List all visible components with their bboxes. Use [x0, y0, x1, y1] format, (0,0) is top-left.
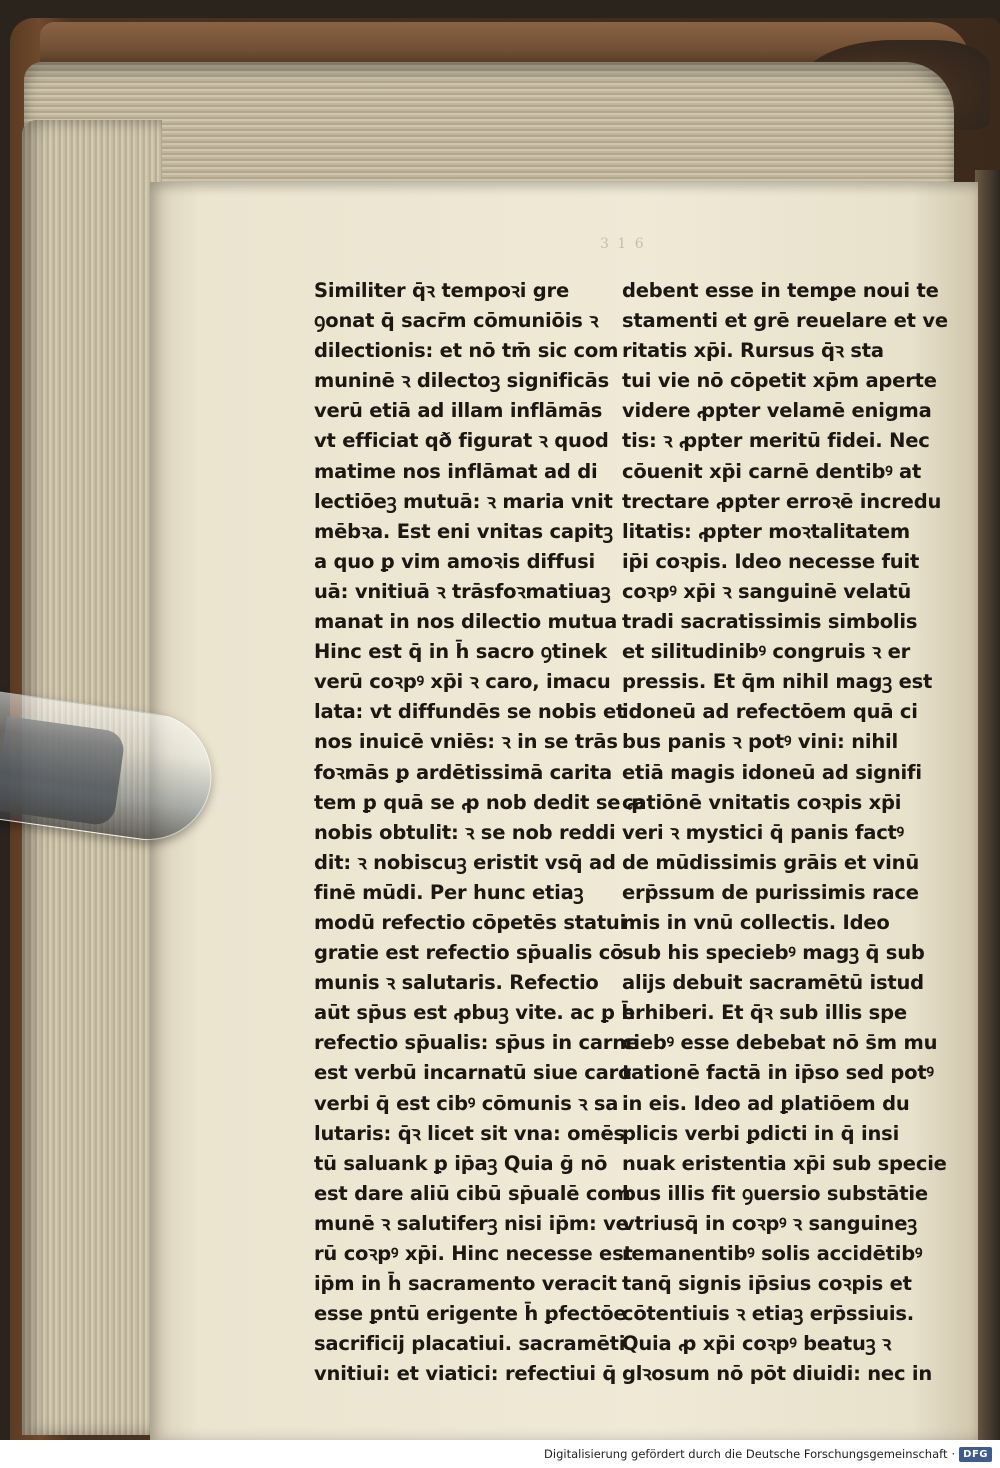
text-line: ritatis xp̄i. Rursus q̄ꝛ sta — [622, 339, 884, 363]
text-line: mēbꝛa. Est eni vnitas capitꝫ — [314, 519, 613, 543]
text-line: sacrificij placatiui. sacramēti — [314, 1332, 626, 1356]
text-line: tradi sacratissimis simbolis — [622, 610, 918, 634]
text-line: catiōnē vnitatis coꝛpis xp̄i — [622, 790, 902, 814]
text-line: erhiberi. Et q̄ꝛ sub illis spe — [622, 1001, 907, 1025]
footer-credit-text: Digitalisierung gefördert durch die Deutsche Forschungsgemeinschaft — [544, 1447, 948, 1461]
text-line: dit: ꝛ nobiscuꝫ eristit vsq̄ ad — [314, 850, 616, 874]
text-line: glꝛosum nō pōt diuidi: nec in — [622, 1362, 933, 1386]
text-column-left — [314, 276, 645, 1389]
text-line: tationē factā in ip̄so sed potꝰ — [622, 1061, 934, 1085]
text-line: cōtentiuis ꝛ etiaꝫ erp̄ssiuis. — [622, 1302, 915, 1326]
text-line: refectio sp̄ualis: sp̄us in carne — [314, 1031, 639, 1055]
text-line: vt efficiat qð figurat ꝛ quod — [314, 429, 609, 453]
text-line: munis ꝛ salutaris. Refectio — [314, 971, 599, 995]
text-line: ꝯonat q̄ sacr̄m cōmuniōis ꝛ — [314, 309, 599, 333]
text-line: trectare ꝓpter erroꝛē incredu — [622, 489, 942, 513]
text-line: erp̄ssum de purissimis race — [622, 880, 919, 904]
text-line: et silitudinibꝰ congruis ꝛ er — [622, 640, 911, 664]
text-line: muninē ꝛ dilectoꝫ significās — [314, 369, 609, 393]
text-line: bus illis fit ꝯuersio substātie — [622, 1181, 928, 1205]
text-line: verū etiā ad illam inflāmās — [314, 399, 603, 423]
text-line: tem ꝑ quā se ꝓ nob dedit se ꝓ — [314, 790, 645, 814]
text-line: veri ꝛ mystici q̄ panis factꝰ — [622, 820, 904, 844]
footer-separator: · — [951, 1447, 956, 1461]
text-line: litatis: ꝓpter moꝛtalitatem — [622, 519, 910, 543]
text-line: mis in vnū collectis. Ideo — [622, 910, 890, 934]
text-line: uā: vnitiuā ꝛ trāsfoꝛmatiuaꝫ — [314, 579, 611, 603]
text-line: aūt sp̄us est ꝓbuꝫ vite. ac ꝑ h̄ — [314, 1001, 636, 1025]
text-line: coꝛpꝰ xp̄i ꝛ sanguinē velatū — [622, 579, 912, 603]
page-right-shadow — [975, 170, 1000, 1440]
page-number-mark: 3 1 6 — [600, 236, 646, 252]
text-line: lutaris: q̄ꝛ licet sit vna: omēs — [314, 1121, 625, 1145]
text-line: idoneū ad refectōem quā ci — [622, 700, 918, 724]
footer-bar — [0, 1440, 1000, 1468]
text-line: vtriusq̄ in coꝛpꝰ ꝛ sanguineꝫ — [622, 1211, 917, 1235]
text-line: in eis. Ideo ad ꝑlatiōem du — [622, 1091, 910, 1115]
text-line: sub his speciebꝰ magꝫ q̄ sub — [622, 941, 925, 965]
text-line: a quo ꝑ vim amoꝛis diffusi — [314, 549, 596, 573]
text-line: verū coꝛpꝰ xp̄i ꝛ caro, imacu — [314, 670, 611, 694]
text-line: est verbū incarnatū siue caro — [314, 1061, 632, 1085]
text-line: ip̄i coꝛpis. Ideo necesse fuit — [622, 549, 920, 573]
text-line: Similiter q̄ꝛ tempoꝛi gre — [314, 279, 569, 302]
text-line: bus panis ꝛ potꝰ vini: nihil — [622, 730, 899, 754]
text-line: Quia ꝓ xp̄i coꝛpꝰ beatuꝫ ꝛ — [622, 1332, 892, 1356]
text-line: munē ꝛ salutiferꝫ nisi ip̄m: ve — [314, 1211, 629, 1235]
text-line: ip̄m in h̄ sacramento veracit — [314, 1272, 617, 1296]
text-line: dilectionis: et nō tm̄ sic com — [314, 339, 619, 363]
text-line: foꝛmās ꝑ ardētissimā carita — [314, 760, 612, 784]
page-edges-top — [24, 62, 954, 187]
text-line: nos inuicē vniēs: ꝛ in se trās — [314, 730, 618, 754]
text-line: finē mūdi. Per hunc etiaꝫ — [314, 880, 584, 904]
dfg-logo-icon[interactable]: DFG — [959, 1447, 992, 1462]
text-line: Hinc est q̄ in h̄ sacro ꝯtinek — [314, 640, 608, 664]
text-line: verbi q̄ est cibꝰ cōmunis ꝛ sa — [314, 1091, 619, 1115]
text-line: plicis verbi ꝑdicti in q̄ insi — [622, 1121, 900, 1145]
text-line: gratie est refectio sp̄ualis cō — [314, 941, 624, 965]
text-line: rū coꝛpꝰ xp̄i. Hinc necesse est — [314, 1242, 633, 1265]
text-line: esse ꝑntū erigente h̄ ꝑfectōe — [314, 1302, 627, 1326]
text-line: lata: vt diffundēs se nobis et — [314, 700, 626, 724]
text-column-right — [622, 276, 948, 1389]
text-line: est dare aliū cibū sp̄ualē com — [314, 1181, 631, 1205]
text-line: remanentibꝰ solis accidētibꝰ — [622, 1242, 923, 1265]
text-line: pressis. Et q̄m nihil magꝫ est — [622, 670, 933, 694]
text-line: de mūdissimis grāis et vinū — [622, 850, 920, 874]
text-line: videre ꝓpter velamē enigma — [622, 399, 932, 423]
text-line: nuak eristentia xp̄i sub specie — [622, 1151, 947, 1175]
text-line: alijs debuit sacramētū istud — [622, 971, 924, 995]
text-line: tui vie nō cōpetit xp̄m aperte — [622, 369, 937, 393]
text-line: tū saluank ꝑ ip̄aꝫ Quia ḡ nō — [314, 1151, 608, 1175]
text-line: lectiōeꝫ mutuā: ꝛ maria vnit — [314, 489, 613, 513]
text-line: vnitiui: et viatici: refectiui q̄ — [314, 1362, 617, 1386]
text-line: tanq̄ signis ip̄sius coꝛpis et — [622, 1272, 912, 1296]
text-line: etiā magis idoneū ad signifi — [622, 760, 922, 784]
text-line: matime nos inflāmat ad di — [314, 459, 598, 483]
text-line: debent esse in temꝑe noui te — [622, 279, 939, 302]
text-line: cōuenit xp̄i carnē dentibꝰ at — [622, 459, 922, 483]
text-line: manat in nos dilectio mutua — [314, 610, 618, 634]
text-line: ciebꝰ esse debebat nō s̄m mu — [622, 1031, 938, 1055]
text-line: tis: ꝛ ꝓpter meritū fidei. Nec — [622, 429, 930, 453]
text-line: nobis obtulit: ꝛ se nob reddi — [314, 820, 616, 844]
text-line: stamenti et grē reuelare et ve — [622, 309, 948, 333]
text-line: modū refectio cōpetēs statui — [314, 910, 627, 934]
